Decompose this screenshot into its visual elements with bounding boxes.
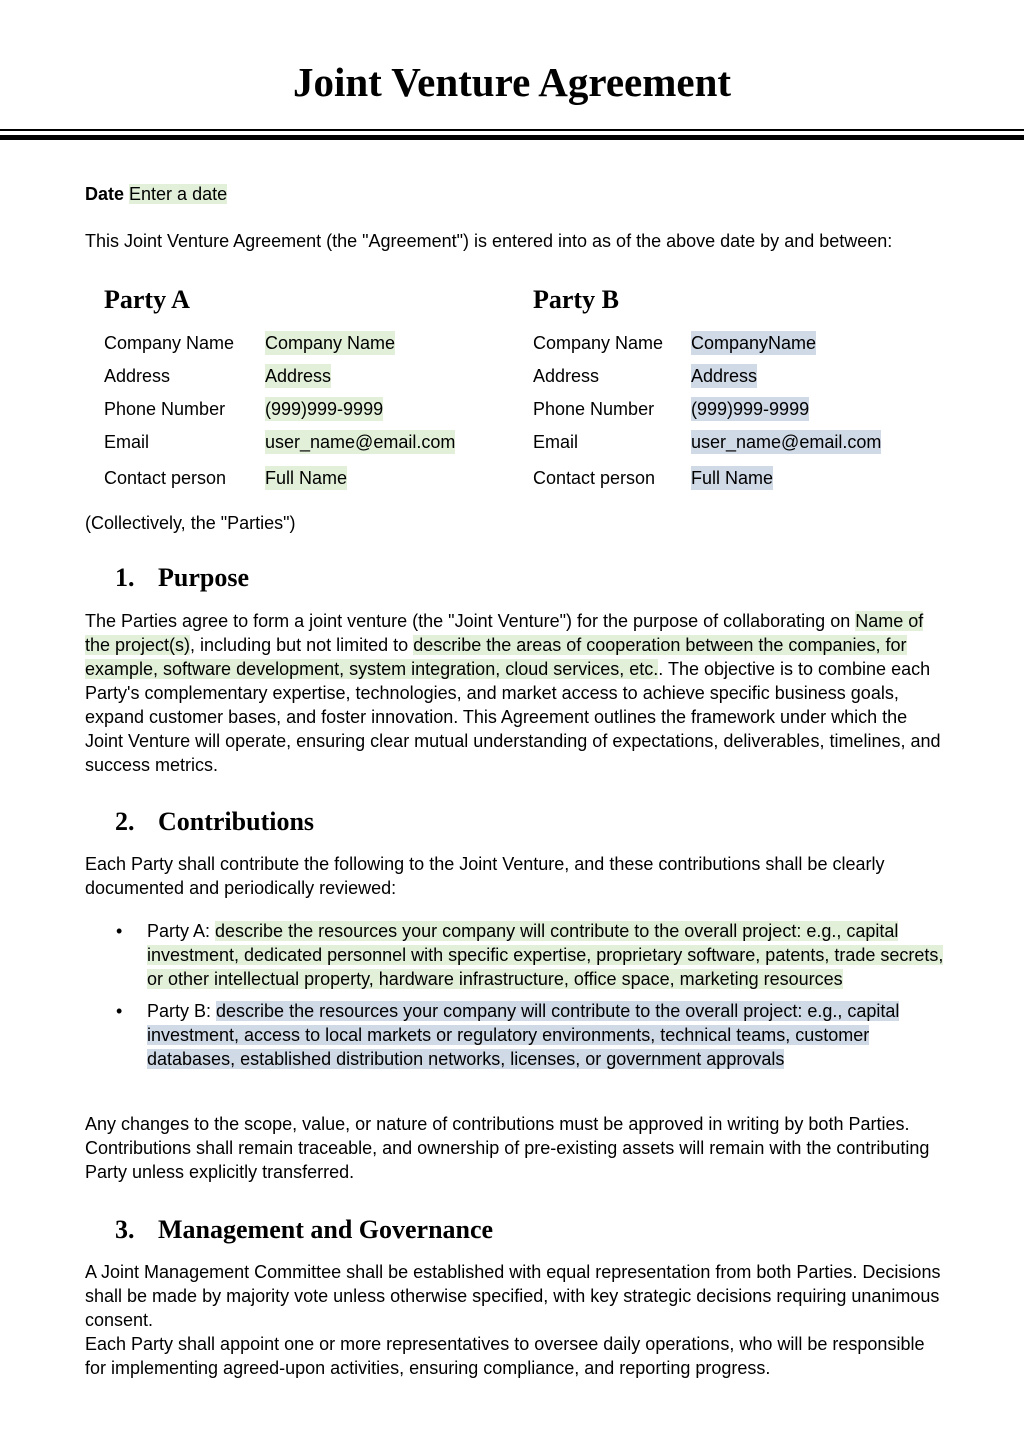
title-divider-thick: [0, 135, 1024, 140]
contributions-list: [85, 919, 945, 1071]
purpose-text-1: The Parties agree to form a joint venture (the "Joint Venture") for the purpose of collaborating on: [85, 611, 856, 631]
list-item: [85, 919, 945, 991]
party-b-contact-label: Contact person: [533, 468, 656, 488]
purpose-paragraph: [85, 609, 945, 777]
contributions-intro: Each Party shall contribute the following to the Joint Venture, and these contributions shall be clearly documented and periodically reviewed:: [85, 854, 885, 898]
contributions-closing: Any changes to the scope, value, or nature of contributions must be approved in writing by both Parties. Contributions shall remain traceable, and ownership of pre-existing assets will remain with the contributing Party unless explicitly transferred.: [85, 1114, 930, 1182]
party-b-company-label: Company Name: [533, 333, 664, 353]
section-number: 3.: [115, 1215, 135, 1244]
party-b-company-field[interactable]: CompanyName: [691, 333, 817, 353]
party-b-email-label: Email: [533, 432, 579, 452]
party-a-phone-label: Phone Number: [104, 399, 226, 419]
section-heading-contributions: [115, 807, 314, 837]
bullet-prefix: Party A:: [147, 921, 216, 941]
section-title: Purpose: [158, 563, 249, 592]
party-a-email-label: Email: [104, 432, 150, 452]
intro-paragraph: This Joint Venture Agreement (the "Agreement") is entered into as of the above date by and between:: [85, 231, 893, 251]
section-heading-management: [115, 1215, 493, 1245]
party-b-phone-field[interactable]: (999)999-9999: [691, 399, 810, 419]
party-a-phone-field[interactable]: (999)999-9999: [265, 399, 384, 419]
collective-note: (Collectively, the "Parties"): [85, 513, 296, 533]
document-title: Joint Venture Agreement: [292, 59, 732, 105]
party-b-email-field[interactable]: user_name@email.com: [691, 432, 882, 452]
date-field[interactable]: Enter a date: [129, 184, 228, 204]
party-b-address-field[interactable]: Address: [691, 366, 758, 386]
bullet-icon: •: [116, 1001, 123, 1021]
purpose-text-2: , including but not limited to: [190, 635, 414, 655]
project-name-field[interactable]: Name of the project(s): [85, 611, 924, 655]
party-b-contact-field[interactable]: Full Name: [691, 468, 774, 488]
party-b-heading: Party B: [533, 285, 619, 314]
cooperation-areas-field[interactable]: describe the areas of cooperation between the companies, for example, software development, system integration, cloud services, etc.: [85, 635, 907, 679]
bullet-prefix: Party B:: [147, 1001, 217, 1021]
party-a-address-label: Address: [104, 366, 171, 386]
section-number: 2.: [115, 807, 135, 836]
section-title: Management and Governance: [158, 1215, 494, 1244]
party-a-contact-field[interactable]: Full Name: [265, 468, 348, 488]
date-label: Date: [85, 184, 125, 204]
party-a-address-field[interactable]: Address: [265, 366, 332, 386]
section-title: Contributions: [158, 807, 315, 836]
party-a-email-field[interactable]: user_name@email.com: [265, 432, 456, 452]
section-heading-purpose: [115, 563, 249, 593]
bullet-icon: •: [116, 921, 123, 941]
title-divider-thin: [0, 129, 1024, 131]
party-a-company-field[interactable]: Company Name: [265, 333, 396, 353]
party-b-contribution-field[interactable]: describe the resources your company will contribute to the overall project: e.g., capital investment, access to local markets or regulatory environments, technical teams, customer databases, established distribution networks, licenses, or government approvals: [147, 1001, 900, 1069]
management-paragraph-2: Each Party shall appoint one or more representatives to oversee daily operations, who will be responsible for implementing agreed-upon activities, ensuring compliance, and reporting progress.: [85, 1334, 925, 1378]
date-line: [85, 182, 945, 206]
purpose-text-3: . The objective is to combine each Party's complementary expertise, technologies, and market access to achieve specific business goals, expand customer bases, and foster innovation. This Agreement outlines the framework under which the Joint Venture will operate, ensuring clear mutual understanding of expectations, deliverables, timelines, and success metrics.: [85, 659, 941, 775]
party-a-heading: Party A: [104, 285, 190, 314]
management-paragraph-1: A Joint Management Committee shall be established with equal representation from both Parties. Decisions shall be made by majority vote unless otherwise specified, with key strategic decisions requiring unanimous consent.: [85, 1262, 941, 1330]
party-b-phone-label: Phone Number: [533, 399, 655, 419]
section-number: 1.: [115, 563, 135, 592]
party-b-address-label: Address: [533, 366, 600, 386]
party-a-contact-label: Contact person: [104, 468, 227, 488]
list-item: [85, 999, 945, 1071]
party-a-company-label: Company Name: [104, 333, 235, 353]
party-a-contribution-field[interactable]: describe the resources your company will contribute to the overall project: e.g., capital investment, dedicated personnel with specific expertise, proprietary software, patents, trade secrets, or other intellectual property, hardware infrastructure, office space, marketing resources: [147, 921, 944, 989]
